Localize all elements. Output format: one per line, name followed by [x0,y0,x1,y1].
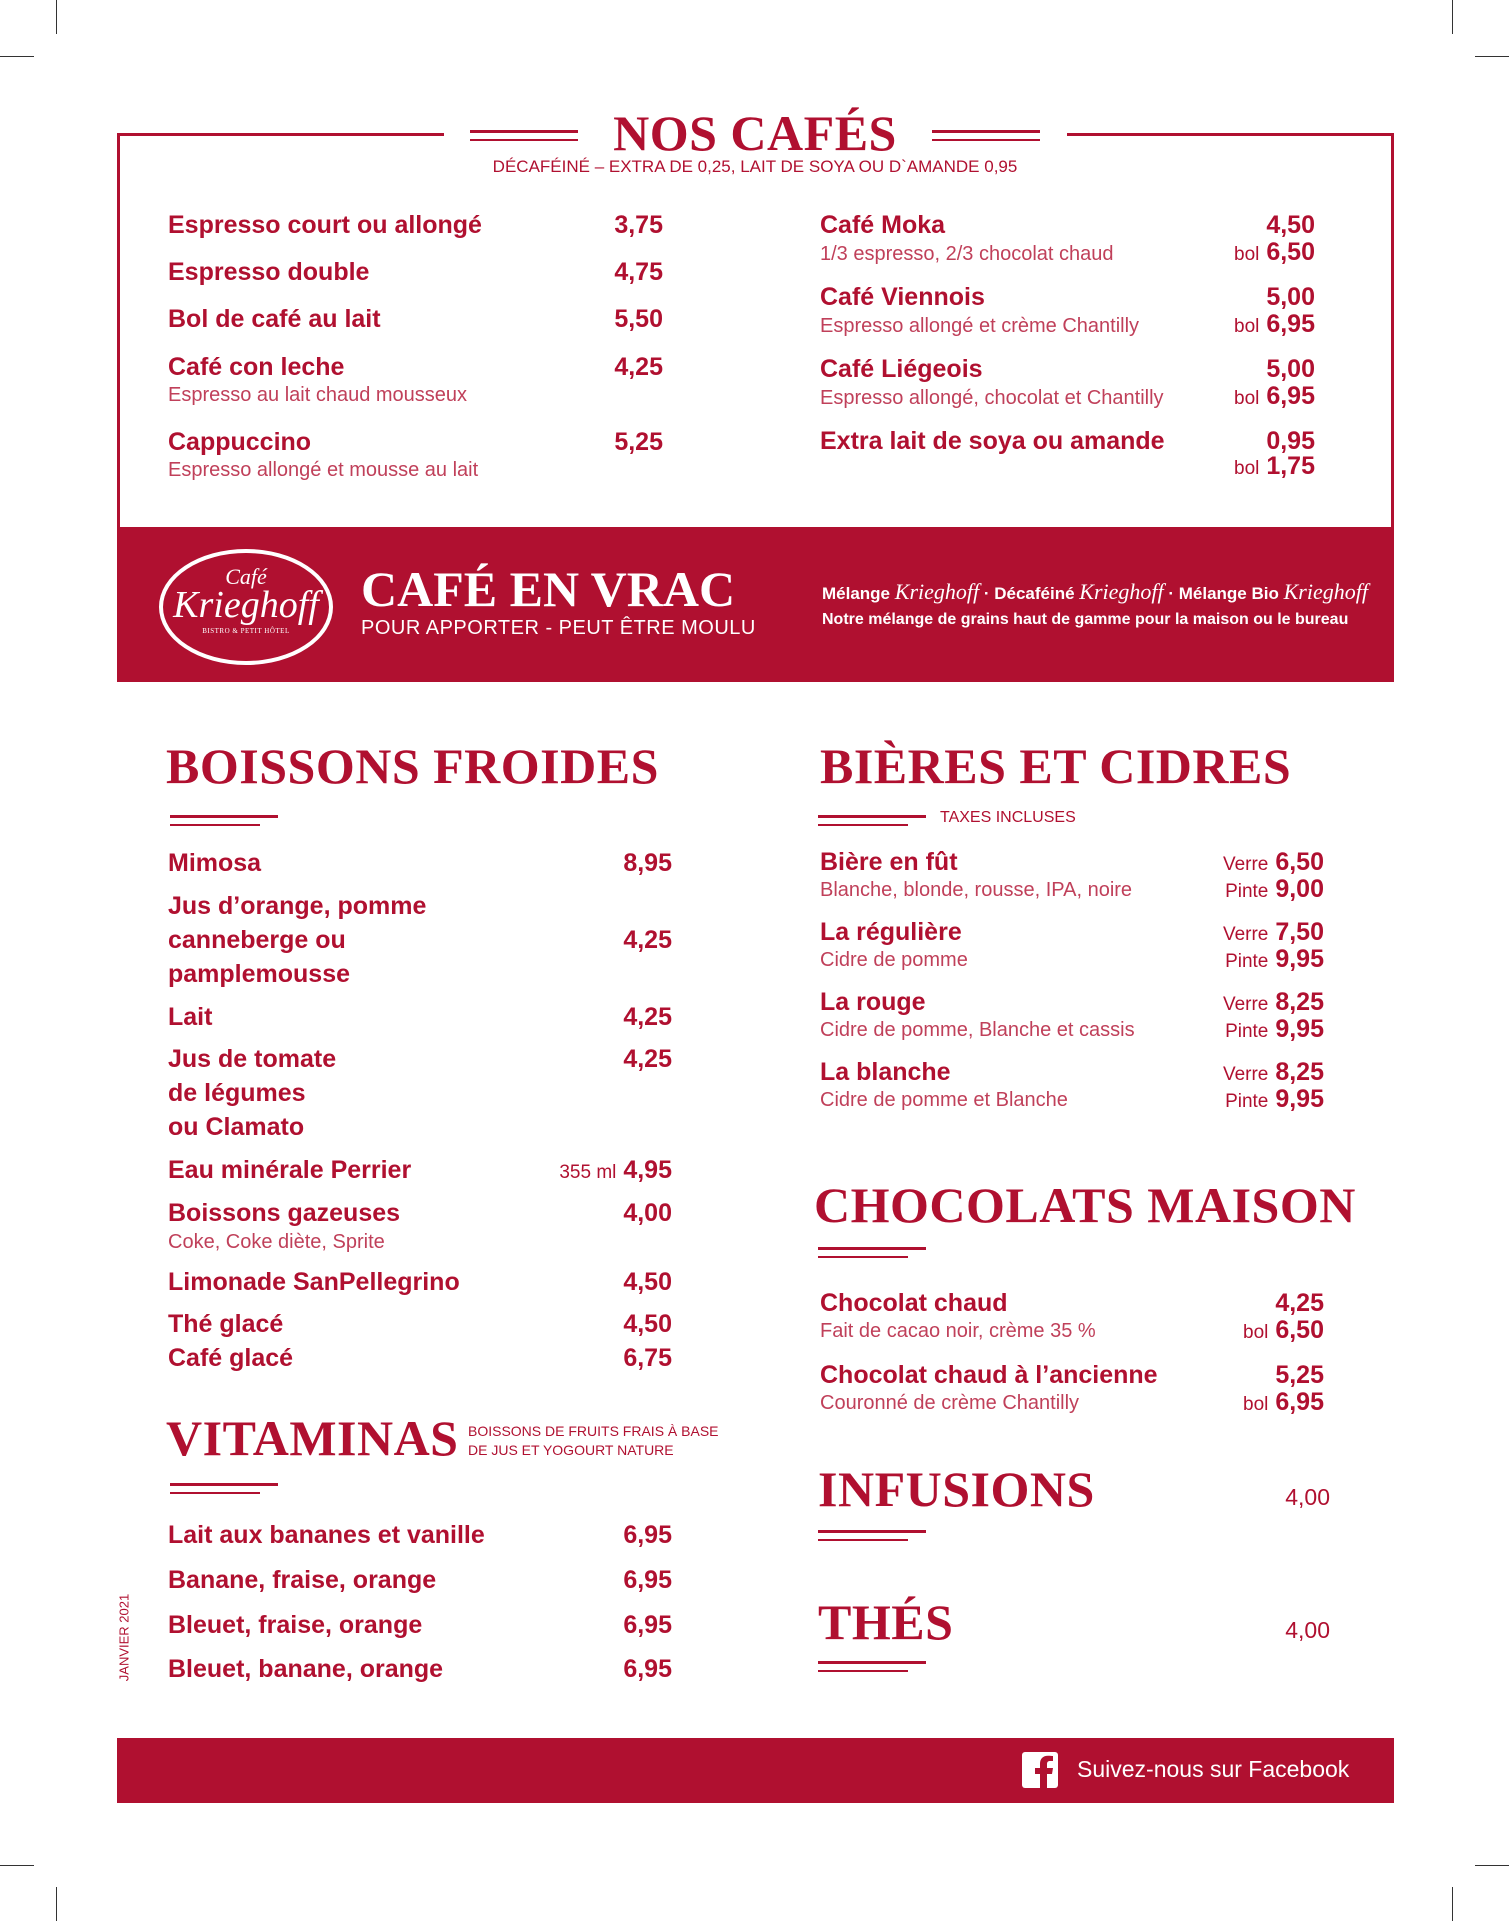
menu-item-name: Eau minérale Perrier [168,1156,412,1184]
blend-label: · Décaféiné [983,584,1075,603]
blend-brand: Krieghoff [1079,579,1164,604]
title-rule [932,130,1040,133]
title-rule [170,1492,260,1494]
menu-item-name: Banane, fraise, orange [168,1566,437,1594]
bol-label: bol [1234,244,1260,265]
title-rule [818,1256,908,1258]
bol-price: 6,95 [1266,310,1315,338]
crop-mark [1452,0,1453,34]
vitaminas-note [468,1422,719,1460]
title-rule [818,1661,926,1664]
title-rule [170,815,278,818]
menu-item-name: Bleuet, banane, orange [168,1655,444,1683]
infusions-title: INFUSIONS [818,1461,1095,1517]
menu-item-desc: Fait de cacao noir, crème 35 % [820,1320,1096,1342]
menu-item-price: 6,95 [623,1655,672,1683]
menu-item-desc: Espresso allongé et crème Chantilly [820,315,1140,337]
bol-price: 6,95 [1275,1388,1324,1416]
menu-item-desc: Cidre de pomme et Blanche [820,1089,1068,1111]
title-rule [818,1539,908,1541]
menu-item-name: Bière en fût [820,848,958,876]
box-border-top [117,133,444,136]
title-rule [932,139,1040,141]
menu-item-desc: Espresso allongé, chocolat et Chantilly [820,387,1164,409]
menu-item-name: Espresso double [168,258,370,286]
box-border-right [1391,133,1394,528]
menu-item-desc: Cidre de pomme, Blanche et cassis [820,1019,1135,1041]
menu-item-name: La blanche [820,1058,951,1086]
title-rule [818,1670,908,1672]
menu-item-price: 5,00 [1266,355,1315,383]
bol-label: bol [1243,1394,1269,1415]
menu-item-name: Café glacé [168,1344,294,1372]
crop-mark [0,1865,34,1866]
logo-top: Café [225,564,267,589]
vrac-banner [117,527,1394,682]
menu-item-price: 0,95 [1266,427,1315,455]
glass-price: 7,50 [1275,918,1324,946]
crop-mark [56,0,57,34]
menu-item-name: Lait [168,1003,213,1031]
volume-label: 355 ml [559,1162,617,1183]
menu-item-name: Café con leche [168,353,345,381]
facebook-link[interactable]: Suivez-nous sur Facebook [1077,1756,1350,1782]
bol-price: 6,50 [1266,238,1315,266]
menu-item-price: 4,25 [614,353,663,381]
logo-small: BISTRO & PETIT HÔTEL [202,627,290,635]
menu-item-price: 8,95 [623,849,672,877]
glass-price: 6,50 [1275,848,1324,876]
menu-item-name: Jus de tomate [168,1045,337,1073]
chocolats-title: CHOCOLATS MAISON [814,1177,1356,1233]
menu-item-name: Chocolat chaud [820,1289,1008,1317]
menu-item-price: 4,75 [614,258,663,286]
menu-item-price: 4,50 [623,1268,672,1296]
bol-label: bol [1243,1322,1269,1343]
menu-item-name: Chocolat chaud à l’ancienne [820,1361,1158,1389]
infusions-price: 4,00 [1285,1484,1330,1510]
bol-price: 1,75 [1266,452,1315,480]
glass-label: Verre [1222,924,1269,945]
footer-banner [117,1738,1394,1803]
menu-item-price: 6,75 [623,1344,672,1372]
bieres-note: TAXES INCLUSES [940,809,1076,826]
logo-main: Krieghoff [173,584,319,626]
cafes-title: NOS CAFÉS [613,105,897,161]
menu-item-name: Café Moka [820,211,946,239]
vitaminas-title: VITAMINAS [166,1410,459,1466]
menu-item-name: Thé glacé [168,1310,284,1338]
menu-item-name: Boissons gazeuses [168,1199,401,1227]
menu-item-name: Mimosa [168,849,262,877]
menu-item-desc: Coke, Coke diète, Sprite [168,1231,385,1253]
menu-item-desc: Blanche, blonde, rousse, IPA, noire [820,879,1133,901]
menu-item-desc: 1/3 espresso, 2/3 chocolat chaud [820,243,1114,265]
blend-label: · Mélange Bio [1168,584,1279,603]
vrac-subtitle: POUR APPORTER - PEUT ÊTRE MOULU [361,617,756,639]
menu-item-name: Extra lait de soya ou amande [820,427,1165,455]
title-rule [818,1530,926,1533]
menu-item-desc: Cidre de pomme [820,949,968,971]
menu-item-name: Bol de café au lait [168,305,381,333]
bol-price: 6,50 [1275,1316,1324,1344]
menu-item-price: 5,00 [1266,283,1315,311]
blend-label: Mélange [822,584,891,603]
pint-price: 9,95 [1275,1015,1324,1043]
title-rule [470,130,578,133]
menu-item-name: Bleuet, fraise, orange [168,1611,423,1639]
menu-item-name: de légumes [168,1079,306,1107]
thes-title: THÉS [818,1594,954,1650]
facebook-icon[interactable] [1022,1752,1058,1788]
pint-label: Pinte [1225,951,1269,972]
title-rule [818,824,908,826]
menu-item-price: 4,00 [623,1199,672,1227]
bieres-title: BIÈRES ET CIDRES [820,738,1292,794]
pint-label: Pinte [1225,1091,1269,1112]
menu-item-price: 6,95 [623,1521,672,1549]
menu-item-price: 4,25 [623,1003,672,1031]
title-rule [818,815,926,818]
crop-mark [1475,1865,1509,1866]
menu-item-price: 6,95 [623,1566,672,1594]
froides-title: BOISSONS FROIDES [166,738,659,794]
menu-item-price: 5,25 [614,428,663,456]
menu-item-price: 4,50 [623,1310,672,1338]
box-border-top [1067,133,1394,136]
blend-brand: Krieghoff [894,579,980,604]
bol-label: bol [1234,316,1260,337]
pint-label: Pinte [1225,881,1269,902]
menu-item-name: Cappuccino [168,428,312,456]
title-rule [170,824,260,826]
box-border-left [117,133,120,528]
note-line: DE JUS ET YOGOURT NATURE [468,1442,674,1458]
menu-item-price: 4,25 [623,1045,672,1073]
bol-label: bol [1234,458,1260,479]
menu-item-name: La rouge [820,988,926,1016]
crop-mark [1475,56,1509,57]
title-rule [470,139,578,141]
menu-item-name: Lait aux bananes et vanille [168,1521,485,1549]
glass-price: 8,25 [1275,988,1324,1016]
vrac-title: CAFÉ EN VRAC [361,561,736,617]
crop-mark [1452,1887,1453,1921]
thes-price: 4,00 [1285,1617,1330,1643]
glass-price: 8,25 [1275,1058,1324,1086]
blend-brand: Krieghoff [1283,579,1368,604]
vrac-blends [822,579,1368,605]
glass-label: Verre [1222,854,1269,875]
menu-item-name: Café Liégeois [820,355,983,383]
menu-item-name: Café Viennois [820,283,985,311]
menu-item-price: 3,75 [614,211,663,239]
menu-item-name: ou Clamato [168,1113,305,1141]
menu-item-name: Espresso court ou allongé [168,211,482,239]
title-rule [170,1483,278,1486]
menu-item-desc: Espresso au lait chaud mousseux [168,384,468,406]
crop-mark [0,56,34,57]
menu-item-price: 5,25 [1275,1361,1324,1389]
menu-item-name: Limonade SanPellegrino [168,1268,460,1296]
menu-item-name: pamplemousse [168,960,351,988]
menu-item-price: 4,50 [1266,211,1315,239]
menu-item-price: 5,50 [614,305,663,333]
title-rule [818,1247,926,1250]
crop-mark [56,1887,57,1921]
menu-item-name: La régulière [820,918,962,946]
side-date: JANVIER 2021 [116,1593,132,1682]
menu-item-name: canneberge ou [168,926,346,954]
bol-label: bol [1234,388,1260,409]
menu-item-price: 6,95 [623,1611,672,1639]
menu-item-price: 4,95 [623,1156,672,1184]
bol-price: 6,95 [1266,382,1315,410]
menu-item-name: Jus d’orange, pomme [168,892,427,920]
vrac-description: Notre mélange de grains haut de gamme pour la maison ou le bureau [822,611,1349,628]
menu-item-price: 4,25 [623,926,672,954]
menu-item-price: 4,25 [1275,1289,1324,1317]
pint-price: 9,95 [1275,1085,1324,1113]
note-line: BOISSONS DE FRUITS FRAIS À BASE [468,1423,719,1439]
pint-label: Pinte [1225,1021,1269,1042]
cafes-subtitle: DÉCAFÉINÉ – EXTRA DE 0,25, LAIT DE SOYA OU D`AMANDE 0,95 [492,157,1018,176]
krieghoff-logo [159,549,333,665]
glass-label: Verre [1222,994,1269,1015]
glass-label: Verre [1222,1064,1269,1085]
pint-price: 9,95 [1275,945,1324,973]
menu-item-desc: Espresso allongé et mousse au lait [168,459,479,481]
pint-price: 9,00 [1275,875,1324,903]
menu-item-desc: Couronné de crème Chantilly [820,1392,1080,1414]
